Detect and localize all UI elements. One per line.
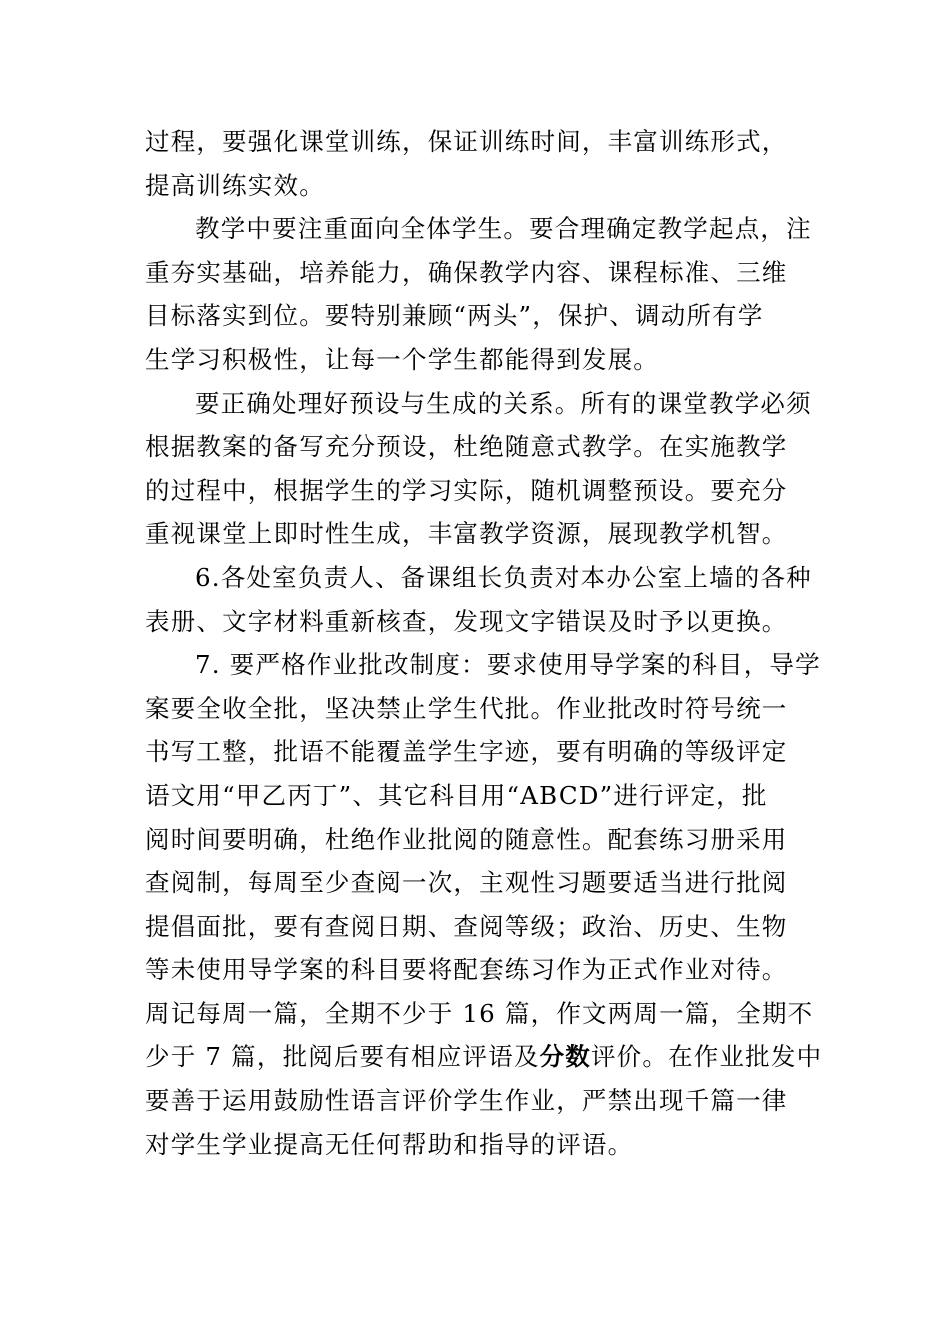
text-line: 等未使用导学案的科目要将配套练习作为正式作业对待。 (145, 955, 788, 985)
text-line (145, 1035, 823, 1079)
bold-term: 分数 (539, 1042, 591, 1072)
text-line: 提高训练实效。 (145, 170, 325, 200)
text-line: 对学生学业提高无任何帮助和指导的评语。 (145, 1129, 634, 1159)
text-line: 要正确处理好预设与生成的关系。所有的课堂教学必须 (195, 388, 812, 418)
text-line: 重夯实基础，培养能力，确保教学内容、课程标准、三维 (145, 257, 788, 287)
text-line: 生学习积极性，让每一个学生都能得到发展。 (145, 344, 659, 374)
text-segment: 少于 7 篇，批阅后要有相应评语及 (145, 1042, 540, 1072)
text-line: 提倡面批，要有查阅日期、查阅等级；政治、历史、生物 (145, 911, 788, 941)
text-line: 阅时间要明确，杜绝作业批阅的随意性。配套练习册采用 (145, 824, 788, 854)
text-line: 要善于运用鼓励性语言评价学生作业，严禁出现千篇一律 (145, 1086, 788, 1116)
text-line: 查阅制，每周至少查阅一次，主观性习题要适当进行批阅 (145, 868, 788, 898)
text-line: 的过程中，根据学生的学习实际，随机调整预设。要充分 (145, 475, 788, 505)
text-line: 根据教案的备写充分预设，杜绝随意式教学。在实施教学 (145, 432, 788, 462)
text-line: 书写工整，批语不能覆盖学生字迹，要有明确的等级评定 (145, 737, 788, 767)
text-line: 重视课堂上即时性生成，丰富教学资源，展现教学机智。 (145, 519, 788, 549)
text-line: 教学中要注重面向全体学生。要合理确定教学起点，注 (195, 214, 812, 244)
text-line: 过程，要强化课堂训练，保证训练时间，丰富训练形式， (145, 127, 788, 156)
text-line: 案要全收全批，坚决禁止学生代批。作业批改时符号统一 (145, 693, 788, 723)
text-line: 表册、文字材料重新核查，发现文字错误及时予以更换。 (145, 606, 788, 636)
text-segment: 评价。在作业批发中 (590, 1042, 823, 1072)
text-line: 6.各处室负责人、备课组长负责对本办公室上墙的各种 (195, 562, 812, 592)
text-line: 目标落实到位。要特别兼顾“两头”，保护、调动所有学 (145, 301, 764, 331)
text-line: 7. 要严格作业批改制度：要求使用导学案的科目，导学 (195, 650, 821, 680)
text-line: 语文用“甲乙丙丁”、其它科目用“ABCD”进行评定，批 (145, 780, 768, 810)
document-body (145, 120, 823, 1166)
text-line: 周记每周一篇，全期不少于 16 篇，作文两周一篇，全期不 (145, 998, 814, 1028)
